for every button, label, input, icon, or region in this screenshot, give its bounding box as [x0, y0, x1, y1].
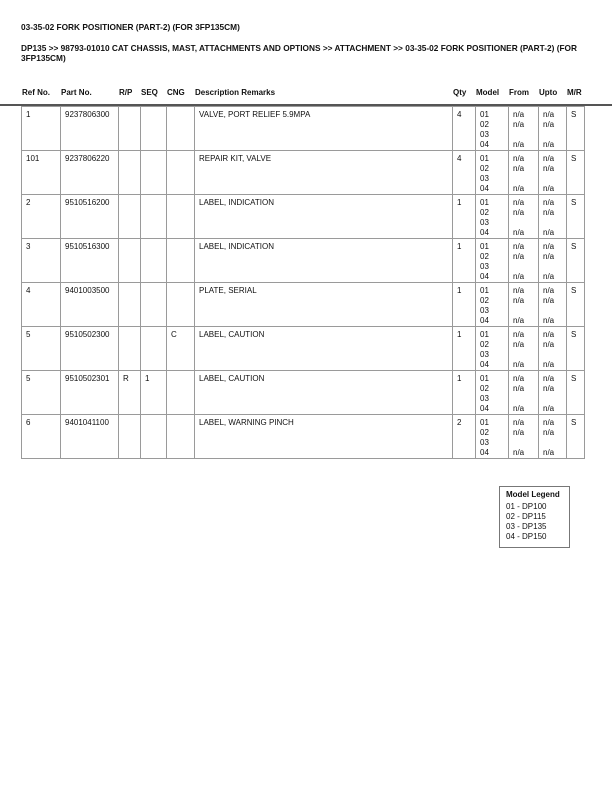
from-cell-line: n/a: [513, 384, 525, 393]
from-cell-line: n/a: [513, 428, 525, 437]
upto-cell-line: [543, 130, 566, 140]
model-cell-line: 04: [480, 228, 489, 237]
from-cell-line: [513, 438, 538, 448]
model-cell-line: 01: [480, 242, 489, 251]
qty-cell: 1: [453, 239, 476, 283]
ref-no-cell: 6: [22, 415, 61, 459]
upto-cell-line: n/a: [543, 184, 555, 193]
from-cell-line: n/a: [513, 154, 525, 163]
upto-cell-line: n/a: [543, 110, 555, 119]
model-cell-line: 03: [480, 174, 489, 183]
part-no-cell: 9510516200: [61, 195, 119, 239]
header-from: From: [509, 88, 529, 97]
from-cell: [509, 239, 539, 283]
from-cell-line: n/a: [513, 110, 525, 119]
description-cell: LABEL, WARNING PINCH: [195, 415, 453, 459]
model-cell-line: 03: [480, 306, 489, 315]
table-row: [22, 283, 585, 327]
upto-cell-line: n/a: [543, 208, 555, 217]
model-cell: [476, 107, 509, 151]
table-row: [22, 195, 585, 239]
model-cell-line: 04: [480, 184, 489, 193]
upto-cell-line: [543, 394, 566, 404]
header-description: Description Remarks: [195, 88, 276, 97]
from-cell-line: [513, 262, 538, 272]
qty-cell: 2: [453, 415, 476, 459]
model-cell-line: 01: [480, 286, 489, 295]
from-cell-line: [513, 130, 538, 140]
ref-no-cell: 5: [22, 371, 61, 415]
model-cell-line: 02: [480, 252, 489, 261]
description-cell: LABEL, CAUTION: [195, 327, 453, 371]
upto-cell-line: n/a: [543, 286, 555, 295]
breadcrumb: DP135 >> 98793-01010 CAT CHASSIS, MAST, ATTACHMENTS AND OPTIONS >> ATTACHMENT >> 03-35-02 FORK POSITIONER (PART-2) (FOR 3FP135CM): [21, 43, 577, 63]
cng-cell: [167, 195, 195, 239]
part-no-cell: 9237806300: [61, 107, 119, 151]
legend-title: Model Legend: [506, 490, 560, 499]
upto-cell-line: n/a: [543, 140, 555, 149]
model-cell-line: 01: [480, 374, 489, 383]
from-cell-line: [513, 394, 538, 404]
mr-cell: S: [567, 415, 585, 459]
seq-cell: [141, 283, 167, 327]
model-cell-line: 03: [480, 130, 489, 139]
upto-cell-line: [543, 218, 566, 228]
rp-cell: [119, 151, 141, 195]
from-cell: [509, 371, 539, 415]
model-cell: [476, 151, 509, 195]
header-model: Model: [476, 88, 500, 97]
from-cell-line: n/a: [513, 418, 525, 427]
from-cell-line: [513, 350, 538, 360]
from-cell-line: n/a: [513, 330, 525, 339]
from-cell-line: n/a: [513, 140, 525, 149]
qty-cell: 4: [453, 107, 476, 151]
seq-cell: [141, 415, 167, 459]
description-cell: LABEL, INDICATION: [195, 239, 453, 283]
from-cell-line: n/a: [513, 242, 525, 251]
upto-cell: [539, 195, 567, 239]
from-cell-line: n/a: [513, 184, 525, 193]
from-cell-line: n/a: [513, 164, 525, 173]
ref-no-cell: 1: [22, 107, 61, 151]
from-cell: [509, 415, 539, 459]
from-cell-line: n/a: [513, 120, 525, 129]
header-mr: M/R: [567, 88, 582, 97]
upto-cell: [539, 239, 567, 283]
cng-cell: [167, 371, 195, 415]
description-cell: PLATE, SERIAL: [195, 283, 453, 327]
upto-cell-line: n/a: [543, 296, 555, 305]
cng-cell: [167, 107, 195, 151]
model-cell-line: 02: [480, 208, 489, 217]
page-title: 03-35-02 FORK POSITIONER (PART-2) (FOR 3FP135CM): [21, 22, 240, 32]
cng-cell: [167, 239, 195, 283]
model-cell-line: 04: [480, 360, 489, 369]
rp-cell: [119, 415, 141, 459]
model-cell: [476, 239, 509, 283]
model-cell-line: 01: [480, 198, 489, 207]
rp-cell: R: [119, 371, 141, 415]
cng-cell: C: [167, 327, 195, 371]
qty-cell: 4: [453, 151, 476, 195]
upto-cell-line: n/a: [543, 154, 555, 163]
ref-no-cell: 3: [22, 239, 61, 283]
seq-cell: [141, 327, 167, 371]
legend-item: 02 - DP115: [506, 512, 546, 521]
rp-cell: [119, 239, 141, 283]
model-cell: [476, 327, 509, 371]
model-cell-line: 01: [480, 418, 489, 427]
upto-cell-line: n/a: [543, 120, 555, 129]
upto-cell-line: n/a: [543, 404, 555, 413]
seq-cell: [141, 239, 167, 283]
legend-item: 01 - DP100: [506, 502, 547, 511]
model-cell-line: 04: [480, 404, 489, 413]
legend-item: 04 - DP150: [506, 532, 547, 541]
upto-cell-line: [543, 438, 566, 448]
description-cell: LABEL, INDICATION: [195, 195, 453, 239]
from-cell-line: n/a: [513, 228, 525, 237]
table-row: [22, 107, 585, 151]
model-cell-line: 03: [480, 218, 489, 227]
rp-cell: [119, 195, 141, 239]
upto-cell-line: [543, 306, 566, 316]
upto-cell-line: n/a: [543, 418, 555, 427]
model-cell-line: 01: [480, 154, 489, 163]
model-cell-line: 02: [480, 340, 489, 349]
model-cell-line: 01: [480, 110, 489, 119]
description-cell: REPAIR KIT, VALVE: [195, 151, 453, 195]
from-cell-line: n/a: [513, 272, 525, 281]
from-cell-line: n/a: [513, 448, 525, 457]
rp-cell: [119, 327, 141, 371]
upto-cell-line: [543, 262, 566, 272]
model-cell: [476, 195, 509, 239]
upto-cell-line: n/a: [543, 340, 555, 349]
model-cell: [476, 371, 509, 415]
model-cell-line: 03: [480, 438, 489, 447]
model-cell-line: 04: [480, 272, 489, 281]
seq-cell: [141, 107, 167, 151]
part-no-cell: 9401003500: [61, 283, 119, 327]
model-legend: [499, 486, 570, 548]
from-cell-line: [513, 218, 538, 228]
table-row: [22, 415, 585, 459]
upto-cell-line: n/a: [543, 330, 555, 339]
description-cell: VALVE, PORT RELIEF 5.9MPA: [195, 107, 453, 151]
part-no-cell: 9510502300: [61, 327, 119, 371]
qty-cell: 1: [453, 195, 476, 239]
rp-cell: [119, 283, 141, 327]
upto-cell-line: n/a: [543, 242, 555, 251]
upto-cell: [539, 327, 567, 371]
part-no-cell: 9510516300: [61, 239, 119, 283]
from-cell-line: n/a: [513, 286, 525, 295]
from-cell: [509, 195, 539, 239]
table-row: [22, 327, 585, 371]
table-row: [22, 151, 585, 195]
cng-cell: [167, 415, 195, 459]
upto-cell: [539, 151, 567, 195]
upto-cell-line: n/a: [543, 228, 555, 237]
qty-cell: 1: [453, 327, 476, 371]
seq-cell: [141, 151, 167, 195]
upto-cell-line: n/a: [543, 384, 555, 393]
from-cell-line: n/a: [513, 404, 525, 413]
upto-cell-line: n/a: [543, 164, 555, 173]
mr-cell: S: [567, 371, 585, 415]
from-cell-line: n/a: [513, 360, 525, 369]
table-header: [0, 86, 612, 106]
model-cell-line: 03: [480, 394, 489, 403]
description-cell: LABEL, CAUTION: [195, 371, 453, 415]
rp-cell: [119, 107, 141, 151]
from-cell-line: n/a: [513, 198, 525, 207]
upto-cell-line: n/a: [543, 252, 555, 261]
from-cell-line: n/a: [513, 340, 525, 349]
qty-cell: 1: [453, 371, 476, 415]
upto-cell-line: n/a: [543, 428, 555, 437]
upto-cell-line: [543, 350, 566, 360]
mr-cell: S: [567, 239, 585, 283]
header-cng: CNG: [167, 88, 185, 97]
part-no-cell: 9401041100: [61, 415, 119, 459]
upto-cell-line: n/a: [543, 360, 555, 369]
cng-cell: [167, 151, 195, 195]
model-cell-line: 02: [480, 384, 489, 393]
header-rp: R/P: [119, 88, 133, 97]
mr-cell: S: [567, 151, 585, 195]
part-no-cell: 9237806220: [61, 151, 119, 195]
ref-no-cell: 5: [22, 327, 61, 371]
ref-no-cell: 4: [22, 283, 61, 327]
model-cell-line: 04: [480, 140, 489, 149]
upto-cell: [539, 371, 567, 415]
upto-cell-line: [543, 174, 566, 184]
from-cell: [509, 151, 539, 195]
header-part-no: Part No.: [61, 88, 92, 97]
from-cell: [509, 107, 539, 151]
part-no-cell: 9510502301: [61, 371, 119, 415]
parts-table: [21, 106, 585, 459]
upto-cell: [539, 107, 567, 151]
qty-cell: 1: [453, 283, 476, 327]
table-row: [22, 371, 585, 415]
table-row: [22, 239, 585, 283]
header-qty: Qty: [453, 88, 467, 97]
upto-cell-line: n/a: [543, 198, 555, 207]
model-cell-line: 03: [480, 350, 489, 359]
model-cell: [476, 415, 509, 459]
from-cell-line: [513, 306, 538, 316]
upto-cell-line: n/a: [543, 316, 555, 325]
from-cell-line: n/a: [513, 208, 525, 217]
upto-cell-line: n/a: [543, 374, 555, 383]
model-cell-line: 02: [480, 120, 489, 129]
from-cell-line: n/a: [513, 316, 525, 325]
upto-cell-line: n/a: [543, 272, 555, 281]
from-cell-line: n/a: [513, 374, 525, 383]
header-ref-no: Ref No.: [22, 88, 50, 97]
mr-cell: S: [567, 195, 585, 239]
seq-cell: [141, 195, 167, 239]
model-cell-line: 04: [480, 448, 489, 457]
seq-cell: 1: [141, 371, 167, 415]
mr-cell: S: [567, 327, 585, 371]
model-cell-line: 04: [480, 316, 489, 325]
from-cell-line: n/a: [513, 252, 525, 261]
mr-cell: S: [567, 107, 585, 151]
model-cell-line: 02: [480, 296, 489, 305]
upto-cell-line: n/a: [543, 448, 555, 457]
model-cell-line: 03: [480, 262, 489, 271]
ref-no-cell: 101: [22, 151, 61, 195]
upto-cell: [539, 283, 567, 327]
legend-item: 03 - DP135: [506, 522, 547, 531]
ref-no-cell: 2: [22, 195, 61, 239]
model-cell-line: 01: [480, 330, 489, 339]
header-upto: Upto: [539, 88, 558, 97]
mr-cell: S: [567, 283, 585, 327]
from-cell-line: [513, 174, 538, 184]
model-cell-line: 02: [480, 428, 489, 437]
from-cell: [509, 283, 539, 327]
cng-cell: [167, 283, 195, 327]
upto-cell: [539, 415, 567, 459]
model-cell: [476, 283, 509, 327]
model-cell-line: 02: [480, 164, 489, 173]
from-cell: [509, 327, 539, 371]
header-seq: SEQ: [141, 88, 158, 97]
from-cell-line: n/a: [513, 296, 525, 305]
